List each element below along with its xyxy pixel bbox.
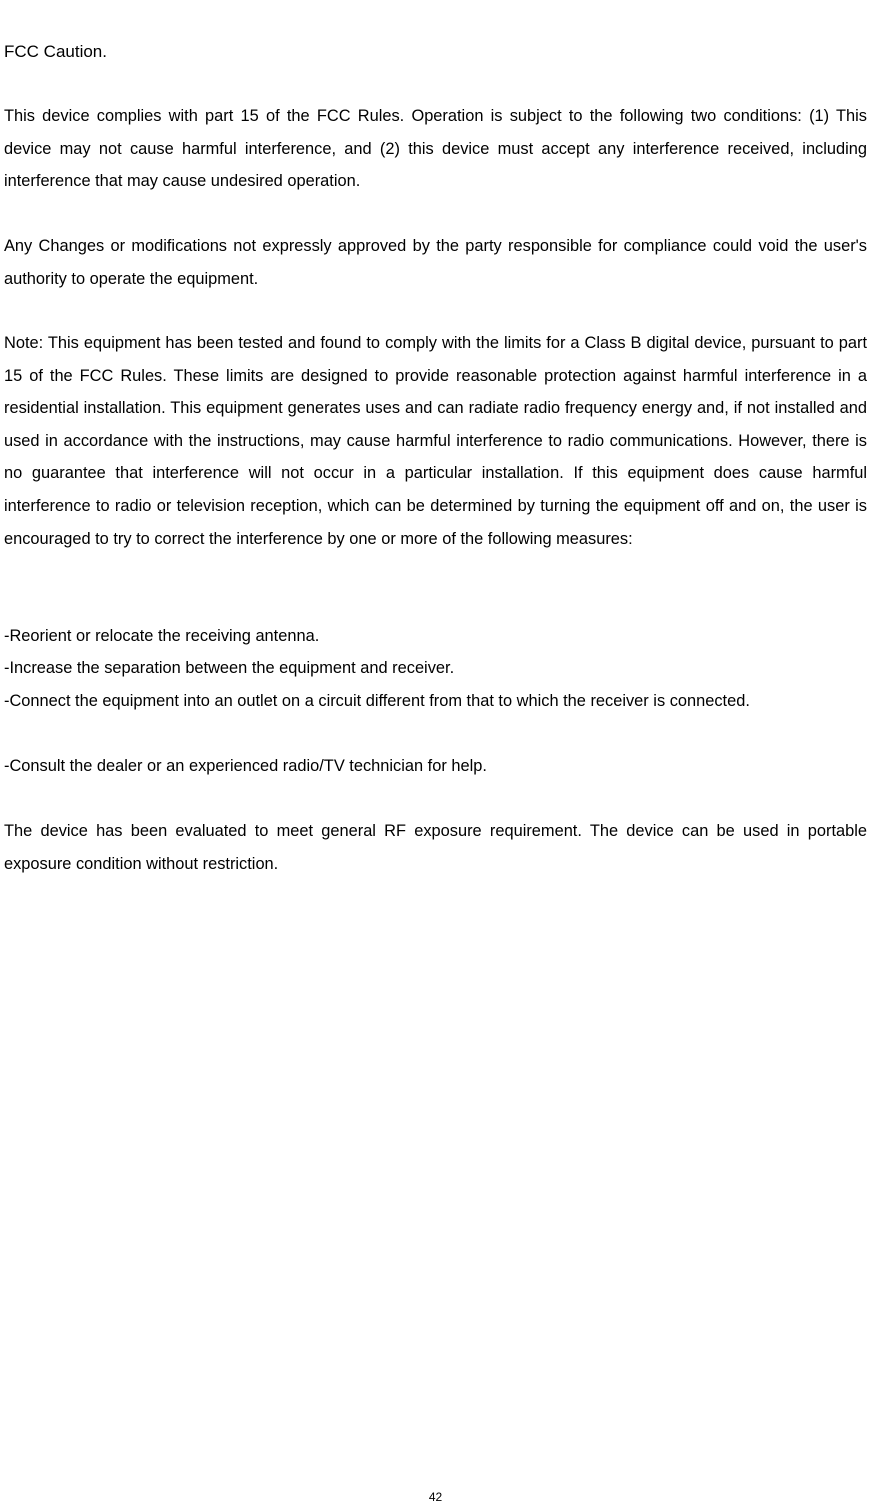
class-b-note-paragraph: Note: This equipment has been tested and found to comply with the limits for a Class B digital device, pursuant to part 15 of the FCC Rules. These limits are designed to provide reasonable protection against harmful interference in a residential installation. This equipment generates uses and can radiate radio frequency energy and, if not installed and used in accordance with the instructions, may cause harmful interference to radio communications. However, there is no guarantee that interference will not occur in a particular installation. If this equipment does cause harmful interference to radio or television reception, which can be determined by turning the equipment off and on, the user is encouraged to try to correct the interference by one or more of the following measures: [4,334,867,548]
measure-connect-outlet: -Connect the equipment into an outlet on a circuit different from that to which the receiver is connected. [4,692,750,710]
measure-consult-dealer: -Consult the dealer or an experienced radio/TV technician for help. [4,757,487,775]
modifications-paragraph: Any Changes or modifications not expressly approved by the party responsible for compliance could void the user's authority to operate the equipment. [4,237,867,288]
page-number: 42 [428,1490,443,1504]
measure-increase-separation: -Increase the separation between the equipment and receiver. [4,659,455,677]
compliance-paragraph: This device complies with part 15 of the FCC Rules. Operation is subject to the following two conditions: (1) This device may not cause harmful interference, and (2) this device must accept any interference received, including interference that may cause undesired operation. [4,107,867,191]
fcc-caution-heading: FCC Caution. [4,42,107,61]
measure-reorient: -Reorient or relocate the receiving antenna. [4,627,320,645]
rf-exposure-paragraph: The device has been evaluated to meet general RF exposure requirement. The device can be used in portable exposure condition without restriction. [4,822,867,873]
